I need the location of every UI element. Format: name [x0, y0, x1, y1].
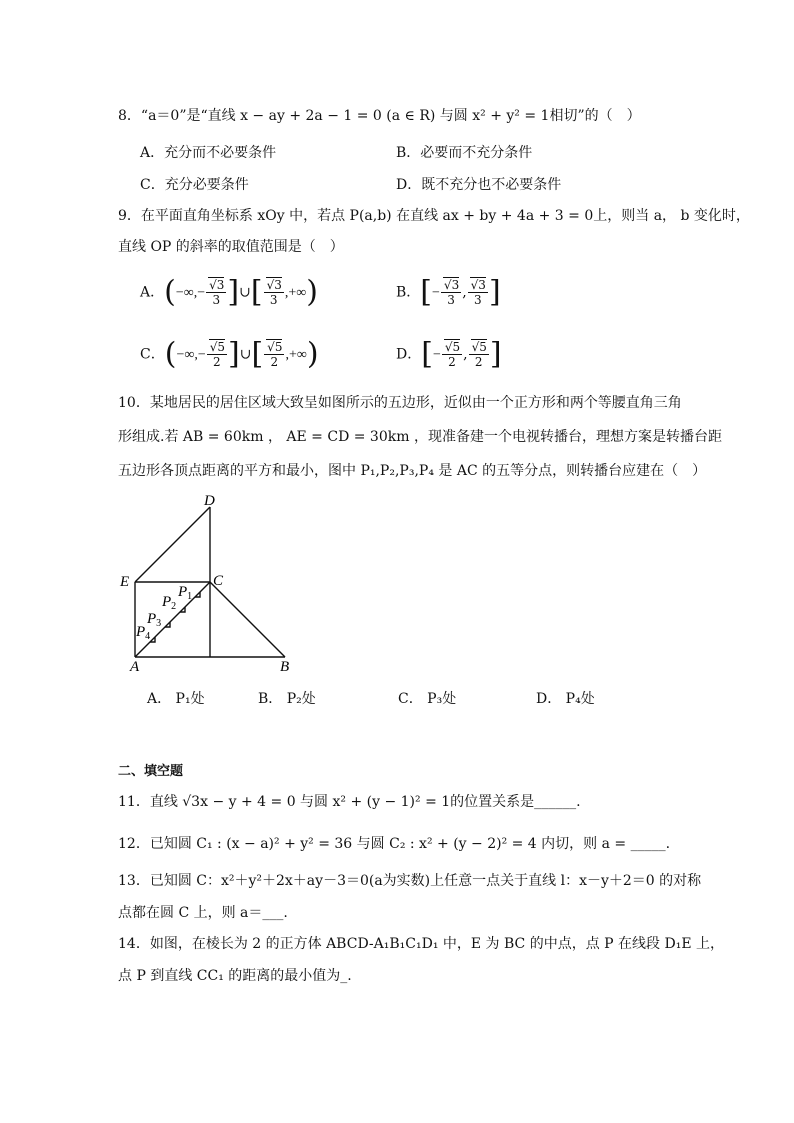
- q10-option-c: C． P₃处: [398, 691, 457, 707]
- q8-option-a: A．充分而不必要条件: [140, 145, 277, 161]
- label-p4: $P_4$: [136, 624, 151, 642]
- diagonal-ac: [135, 582, 210, 657]
- tick-p2: [180, 607, 185, 612]
- question-8: [118, 106, 641, 126]
- question-9-line-1: 9．在平面直角坐标系 xOy 中，若点 P(a,b) 在直线 ax + by + 4a + 3 = 0上，则当 a， b 变化时，: [118, 208, 750, 224]
- question-14-line-2: 点 P 到直线 CC₁ 的距离的最小值为_.: [118, 968, 352, 984]
- question-14-line-1: 14．如图，在棱长为 2 的正方体 ABCD-A₁B₁C₁D₁ 中，E 为 BC 的中点，点 P 在线段 D₁E 上，: [118, 936, 724, 952]
- q8-option-b: B．必要而不充分条件: [396, 145, 533, 161]
- label-a: A: [130, 659, 140, 675]
- q9-option-d: D．[− $\frac{√5}{2}$ , $\frac{√5}{2}$ ]: [396, 336, 502, 372]
- q8-option-c: C．充分必要条件: [140, 177, 249, 193]
- question-10-line-2: 形组成.若 AB = 60km ， AE = CD = 30km ，现准备建一个电视转播台，理想方案是转播台距: [118, 429, 722, 445]
- label-p2: $P_2$: [162, 594, 177, 612]
- q8-option-d: D．既不充分也不必要条件: [396, 177, 562, 193]
- edge-cb: [210, 582, 285, 657]
- q9-option-a: A．(−∞,− $\frac{√3}{3}$ ]∪[ $\frac{√3}{3}$ ,+∞): [140, 274, 318, 310]
- question-13-line-1: 13．已知圆 C：x²＋y²＋2x＋ay－3＝0(a为实数)上任意一点关于直线 l：x－y＋2＝0 的对称: [118, 873, 702, 889]
- section-2-title: 二、填空题: [118, 764, 184, 779]
- question-12: 12．已知圆 C₁ : (x − a)² + y² = 36 与圆 C₂ : x² + (y − 2)² = 4 内切，则 a = _____.: [118, 836, 671, 852]
- question-8-text: 8．“a＝0”是“直线 x − ay + 2a − 1 = 0 (a ∈ R) 与圆 x² + y² = 1相切”的（ ）: [118, 108, 641, 124]
- q10-option-b: B． P₂处: [258, 691, 316, 707]
- q9-option-b: B．[− $\frac{√3}{3}$ , $\frac{√3}{3}$ ]: [396, 274, 501, 310]
- question-10-line-3: 五边形各顶点距离的平方和最小，图中 P₁,P₂,P₃,P₄ 是 AC 的五等分点，则转播台应建在（ ）: [118, 463, 707, 479]
- tick-p1: [195, 592, 200, 597]
- q10-option-d: D． P₄处: [536, 691, 595, 707]
- question-10-line-1: 10．某地居民的居住区域大致呈如图所示的五边形，近似由一个正方形和两个等腰直角三角: [118, 395, 682, 411]
- question-13-line-2: 点都在圆 C 上，则 a＝___.: [118, 905, 288, 921]
- edge-ed: [135, 507, 210, 582]
- label-p1: $P_1$: [178, 584, 193, 602]
- tick-p4: [150, 637, 155, 642]
- q10-option-a: A． P₁处: [147, 691, 205, 707]
- label-e: E: [120, 574, 130, 590]
- question-11: 11．直线 √3x − y + 4 = 0 与圆 x² + (y − 1)² = 1的位置关系是______.: [118, 794, 581, 810]
- label-p3: $P_3$: [147, 611, 162, 629]
- label-c: C: [213, 573, 224, 589]
- tick-p3: [165, 622, 170, 627]
- q9-option-c: C．(−∞,− $\frac{√5}{2}$ ]∪[ $\frac{√5}{2}$ ,+∞): [140, 336, 319, 372]
- label-d: D: [204, 493, 215, 509]
- question-9-line-2: 直线 OP 的斜率的取值范围是（ ）: [118, 239, 344, 255]
- label-b: B: [280, 659, 290, 675]
